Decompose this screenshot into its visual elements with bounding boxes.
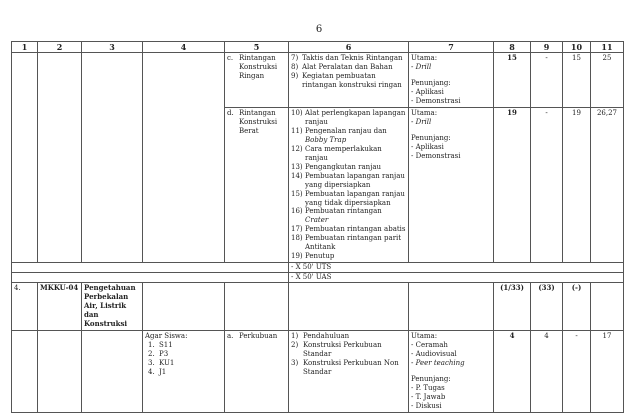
hours-cell: 4 <box>494 330 531 412</box>
col-header: 3 <box>82 42 143 53</box>
cell-empty <box>143 53 225 263</box>
method-cell: Utama: - Drill Penunjang: - Aplikasi - Demonstrasi <box>409 53 494 108</box>
cell-empty <box>82 53 143 263</box>
hours-cell: - <box>563 330 591 412</box>
section-number: 4. <box>12 283 38 331</box>
cell-empty <box>289 283 409 331</box>
page-number: 6 <box>315 24 323 35</box>
content-cell <box>289 108 409 263</box>
list-item: 7) Taktis dan Teknis Rintangan <box>291 54 403 63</box>
col-header: 5 <box>225 42 289 53</box>
list-item: 1) Pendahuluan <box>291 331 350 340</box>
hours-cell: 4 <box>531 330 563 412</box>
hours-cell: (1/33) <box>494 283 531 331</box>
ref-cell: 25 <box>591 53 624 108</box>
ref-cell: 26,27 <box>591 108 624 263</box>
list-item: 10) Alat perlengkapan lapangan ranjau <box>291 109 406 126</box>
col-header: 2 <box>38 42 82 53</box>
hours-cell: 19 <box>494 108 531 263</box>
col-header: 1 <box>12 42 38 53</box>
list-item: 12) Cara memperlakukan ranjau <box>291 144 382 162</box>
col-header: 8 <box>494 42 531 53</box>
sub-topic-cell <box>225 53 289 108</box>
hours-cell: 15 <box>494 53 531 108</box>
col-header: 6 <box>289 42 409 53</box>
list-item: 13) Pengangkutan ranjau <box>291 162 382 171</box>
sub-topic-cell <box>225 108 289 263</box>
sub-topic: Rintangan Konstruksi Ringan <box>239 54 278 81</box>
hours-cell: 15 <box>563 53 591 108</box>
table-row <box>12 330 624 412</box>
list-item: 3. KU1 <box>148 358 175 367</box>
goal-cell: Agar Siswa: 1. S11 2. P3 3. KU1 4. J1 <box>143 330 225 412</box>
col-header: 10 <box>563 42 591 53</box>
list-item: 1. S11 <box>148 340 173 349</box>
list-item: 2. P3 <box>148 349 169 358</box>
uts-label: - X 50' UTS <box>289 263 624 273</box>
sub-topic-cell <box>225 330 289 412</box>
list-item: 4. J1 <box>148 367 167 376</box>
hours-cell: (-) <box>563 283 591 331</box>
cell-empty <box>409 283 494 331</box>
section-row <box>12 283 624 331</box>
uas-label: - X 50' UAS <box>289 273 624 283</box>
sub-letter: a. <box>227 331 234 340</box>
list-item: 9) Kegiatan pembuatan rintangan konstruksi ringan <box>291 72 402 90</box>
cell-empty <box>225 283 289 331</box>
list-item: 2) Konstruksi Perkubuan Standar <box>291 340 382 358</box>
ref-cell: 17 <box>591 330 624 412</box>
section-title: Pengetahuan Perbekalan Air, Listrik dan Konstruksi <box>82 283 143 331</box>
list-item: 15) Pembuatan lapangan ranjau yang tidak dipersiapkan <box>291 189 405 207</box>
list-item: 8) Alat Peralatan dan Bahan <box>291 63 393 72</box>
list-item: 17) Pembuatan rintangan abatis <box>291 225 406 234</box>
col-header: 4 <box>143 42 225 53</box>
cell-empty <box>12 263 289 273</box>
cell-empty <box>38 53 82 263</box>
col-header: 9 <box>531 42 563 53</box>
list-item: 19) Penutup <box>291 252 335 261</box>
section-code: MKKU-04 <box>38 283 82 331</box>
hours-cell: - <box>531 108 563 263</box>
cell-empty <box>143 283 225 331</box>
cell-empty <box>12 273 289 283</box>
list-item: 14) Pembuatan lapangan ranjau yang dipersiapkan <box>291 171 405 189</box>
sub-topic: Rintangan Konstruksi Berat <box>239 109 278 135</box>
cell-empty <box>12 330 38 412</box>
sub-topic: Perkubuan <box>239 331 278 340</box>
content-cell <box>289 53 409 108</box>
hours-cell: (33) <box>531 283 563 331</box>
sub-letter: c. <box>227 54 234 63</box>
hours-cell: - <box>531 53 563 108</box>
list-item: 3) Konstruksi Perkubuan Non Standar <box>291 358 399 376</box>
cell-empty <box>591 283 624 331</box>
exam-row <box>12 273 624 283</box>
content-cell <box>289 330 409 412</box>
syllabus-table <box>11 41 624 413</box>
cell-empty <box>12 53 38 263</box>
col-header: 7 <box>409 42 494 53</box>
hours-cell: 19 <box>563 108 591 263</box>
list-item: 18) Pembuatan rintangan parit Antitank <box>291 234 402 252</box>
cell-empty <box>38 330 82 412</box>
method-cell: Utama: - Drill Penunjang: - Aplikasi - Demonstrasi <box>409 108 494 263</box>
col-header: 11 <box>591 42 624 53</box>
method-cell: Utama: - Ceramah - Audiovisual - Peer teaching Penunjang: - P. Tugas - T. Jawab - Diskusi <box>409 330 494 412</box>
exam-row <box>12 263 624 273</box>
cell-empty <box>82 330 143 412</box>
list-item: 16) Pembuatan rintangan Crater <box>291 207 382 225</box>
list-item: 11) Pengenalan ranjau dan Bobby Trap <box>291 126 387 144</box>
table-row <box>12 53 624 108</box>
sub-letter: d. <box>227 109 234 117</box>
header-row <box>12 42 624 53</box>
